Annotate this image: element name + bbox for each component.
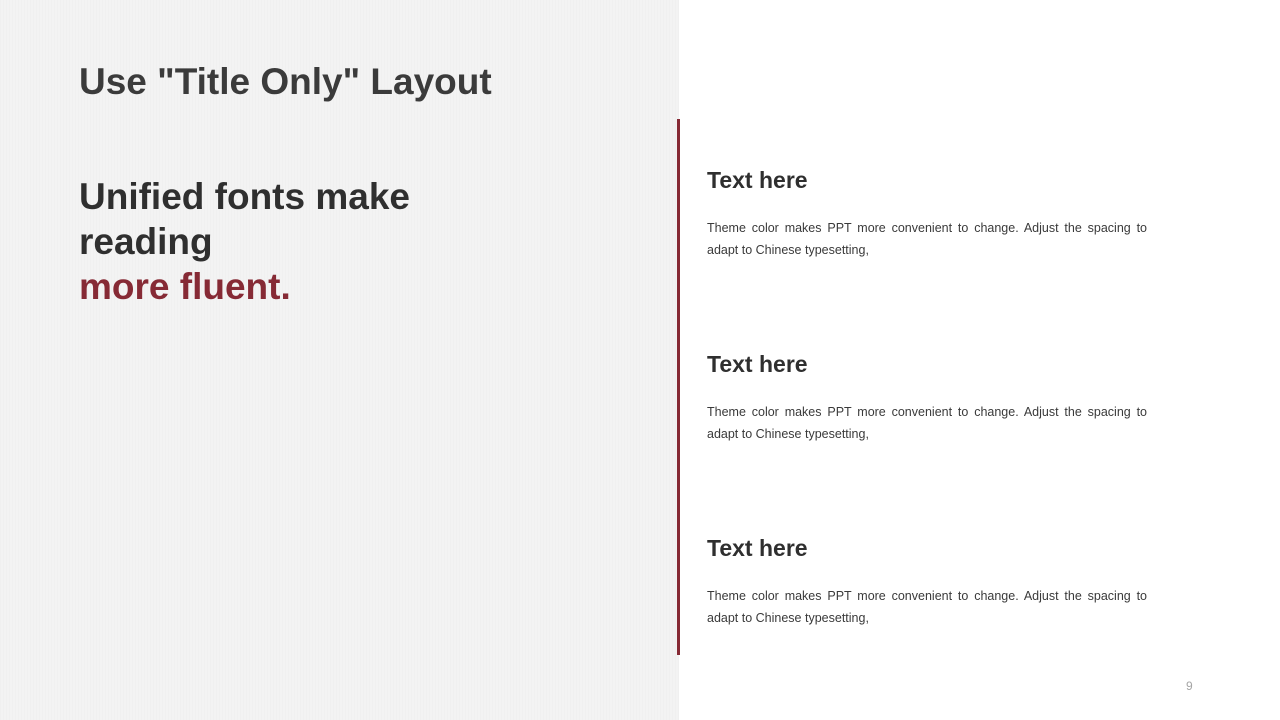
page-number: 9 [1186, 679, 1193, 693]
headline-line-2: reading [79, 221, 213, 262]
text-block-heading: Text here [707, 351, 808, 377]
text-block-body: Theme color makes PPT more convenient to change. Adjust the spacing to adapt to Chinese typesetting, [707, 405, 1147, 441]
headline-accent: more fluent. [79, 266, 291, 307]
slide-title: Use "Title Only" Layout [79, 61, 492, 102]
text-block-body: Theme color makes PPT more convenient to change. Adjust the spacing to adapt to Chinese typesetting, [707, 221, 1147, 257]
text-block-body: Theme color makes PPT more convenient to change. Adjust the spacing to adapt to Chinese typesetting, [707, 589, 1147, 625]
headline [79, 174, 499, 309]
text-block-heading: Text here [707, 535, 808, 561]
text-block-heading: Text here [707, 167, 808, 193]
vertical-divider [677, 119, 680, 655]
text-block-2 [707, 350, 1147, 445]
text-block-3 [707, 534, 1147, 629]
text-block-1 [707, 166, 1147, 261]
headline-line-1: Unified fonts make [79, 176, 410, 217]
